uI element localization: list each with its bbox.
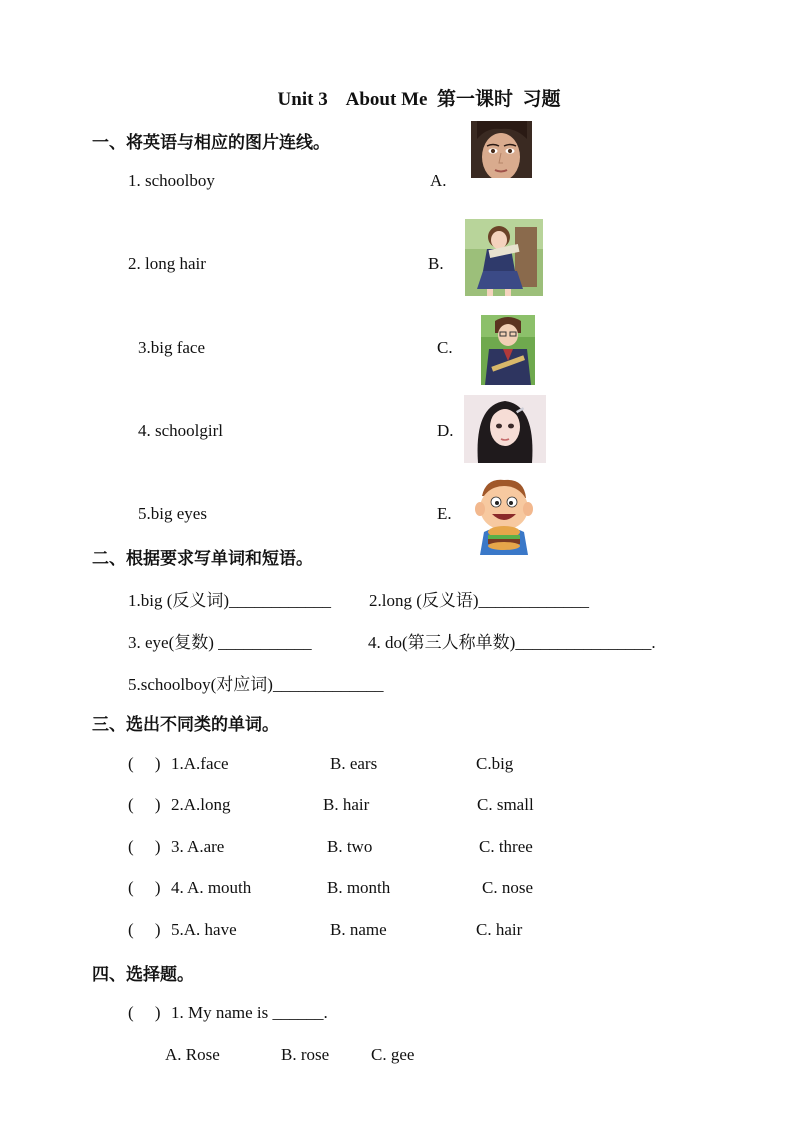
woman-face-picture [471, 121, 532, 178]
option-a: 4. A. mouth [171, 878, 252, 897]
option-b: B. rose [281, 1045, 330, 1064]
fill-in-item: 2.long (反义语)_____________ [369, 591, 590, 610]
answer-paren: ( ) [128, 837, 161, 856]
question-stem: 1. My name is ______. [171, 1003, 328, 1022]
option-b: B. two [327, 837, 373, 856]
fill-in-item: 1.big (反义词)____________ [128, 591, 332, 610]
option-a: 1.A.face [171, 754, 229, 773]
section-3-heading: 三、选出不同类的单词。 [92, 715, 279, 735]
anime-schoolboy-picture [481, 315, 535, 385]
option-a: 5.A. have [171, 920, 237, 939]
option-a: 2.A.long [171, 795, 231, 814]
option-b: B. month [327, 878, 391, 897]
option-c: C. gee [371, 1045, 415, 1064]
option-c: C. small [477, 795, 534, 814]
picture-letter: B. [428, 254, 444, 273]
option-c: C. hair [476, 920, 523, 939]
section-2-heading: 二、根据要求写单词和短语。 [92, 549, 313, 569]
picture-letter: A. [430, 171, 447, 190]
answer-paren: ( ) [128, 920, 161, 939]
answer-paren: ( ) [128, 754, 161, 773]
page-title: Unit 3 About Me 第一课时 习题 [277, 89, 561, 110]
word-item: 1. schoolboy [128, 171, 215, 190]
option-a: 3. A.are [171, 837, 225, 856]
answer-paren: ( ) [128, 795, 161, 814]
fill-in-item: 4. do(第三人称单数)________________. [368, 633, 656, 652]
cartoon-boy-burger-picture [466, 476, 541, 555]
fill-in-item: 3. eye(复数) ___________ [128, 633, 312, 652]
option-b: B. name [330, 920, 387, 939]
picture-letter: E. [437, 504, 452, 523]
option-b: B. hair [323, 795, 370, 814]
answer-paren: ( ) [128, 1003, 161, 1022]
option-c: C.big [476, 754, 514, 773]
answer-paren: ( ) [128, 878, 161, 897]
option-b: B. ears [330, 754, 378, 773]
anime-schoolgirl-picture [465, 219, 543, 296]
option-a: A. Rose [165, 1045, 220, 1064]
long-hair-girl-picture [464, 395, 546, 463]
option-c: C. three [479, 837, 533, 856]
word-item: 2. long hair [128, 254, 206, 273]
picture-letter: C. [437, 338, 453, 357]
picture-letter: D. [437, 421, 454, 440]
word-item: 3.big face [138, 338, 206, 357]
option-c: C. nose [482, 878, 533, 897]
section-1-heading: 一、将英语与相应的图片连线。 [92, 133, 330, 153]
word-item: 5.big eyes [138, 504, 207, 523]
word-item: 4. schoolgirl [138, 421, 223, 440]
section-4-heading: 四、选择题。 [92, 965, 194, 985]
fill-in-item: 5.schoolboy(对应词)_____________ [128, 675, 384, 694]
